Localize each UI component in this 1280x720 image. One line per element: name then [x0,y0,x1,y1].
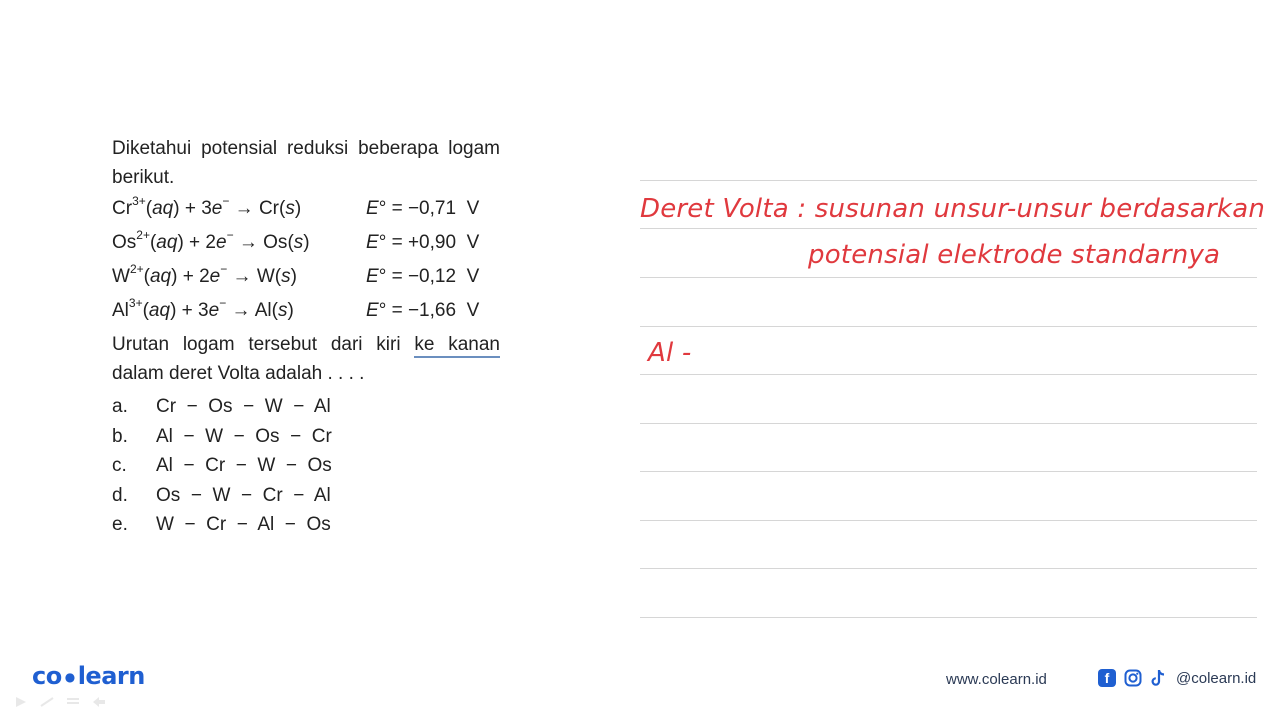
website-link[interactable]: www.colearn.id [946,671,1047,688]
note-rule [640,520,1257,521]
share-icon[interactable] [92,694,106,704]
option-text: Al − W − Os − Cr [156,425,332,447]
menu-icon[interactable] [66,694,80,704]
underlined-phrase: ke kanan [414,334,500,358]
social-links [1098,669,1256,687]
equation-list [112,192,500,328]
question-prompt: Urutan logam tersebut dari kiri ke kanan dalam deret Volta adalah . . . . [112,334,500,384]
question-block [112,134,500,540]
equation-potential: E° = −0,71 V [366,198,480,219]
equation-reaction: $Os^{2+}(aq) + 2e^- \to Os(s)$ [112,227,310,253]
pen-icon[interactable] [40,694,54,704]
note-rule [640,568,1257,569]
note-rule [640,471,1257,472]
note-rule [640,277,1257,278]
facebook-icon[interactable]: f [1098,669,1116,687]
equation-reaction: $Al^{3+}(aq) + 3e^- \to Al(s)$ [112,295,294,321]
option-letter: a. [112,396,128,417]
equation-potential: E° = −1,66 V [366,300,480,321]
option-text: Os − W − Cr − Al [156,484,331,506]
social-handle[interactable]: @colearn.id [1176,669,1257,687]
reduction-equation [112,226,500,260]
equation-potential: E° = −0,12 V [366,266,480,287]
equation-potential: E° = +0,90 V [366,232,480,253]
player-controls [14,694,106,704]
option-letter: e. [112,514,128,535]
logo-dot-icon: ● [64,670,75,684]
answer-options [112,392,500,540]
question-intro: Diketahui potensial reduksi beberapa logam berikut. [112,138,500,188]
colearn-logo: co ● learn [32,662,145,690]
answer-option[interactable] [112,422,500,452]
instagram-icon[interactable] [1124,669,1142,687]
reduction-equation [112,260,500,294]
note-rule [640,228,1257,229]
reduction-equation [112,192,500,226]
tiktok-icon[interactable] [1150,669,1166,687]
answer-option[interactable] [112,481,500,511]
answer-option[interactable] [112,392,500,422]
option-letter: d. [112,484,128,506]
note-rule [640,423,1257,424]
answer-option[interactable] [112,451,500,481]
note-rule [640,617,1257,618]
note-answer-start: Al - [648,338,692,368]
note-definition-line1: Deret Volta : susunan unsur-unsur berdasarkan [640,194,1266,224]
option-letter: b. [112,425,128,447]
option-text: Cr − Os − W − Al [156,396,331,417]
note-rule [640,326,1257,327]
option-text: Al − Cr − W − Os [156,455,332,476]
answer-option[interactable] [112,510,500,540]
equation-reaction: $W^{2+}(aq) + 2e^- \to W(s)$ [112,261,297,287]
note-definition-line2: potensial elektrode standarnya [808,240,1221,270]
reduction-equation [112,294,500,328]
option-letter: c. [112,455,127,476]
option-text: W − Cr − Al − Os [156,514,331,535]
equation-reaction: $Cr^{3+}(aq) + 3e^- \to Cr(s)$ [112,193,302,219]
note-rule [640,180,1257,181]
note-rule [640,374,1257,375]
play-icon[interactable] [14,694,28,704]
